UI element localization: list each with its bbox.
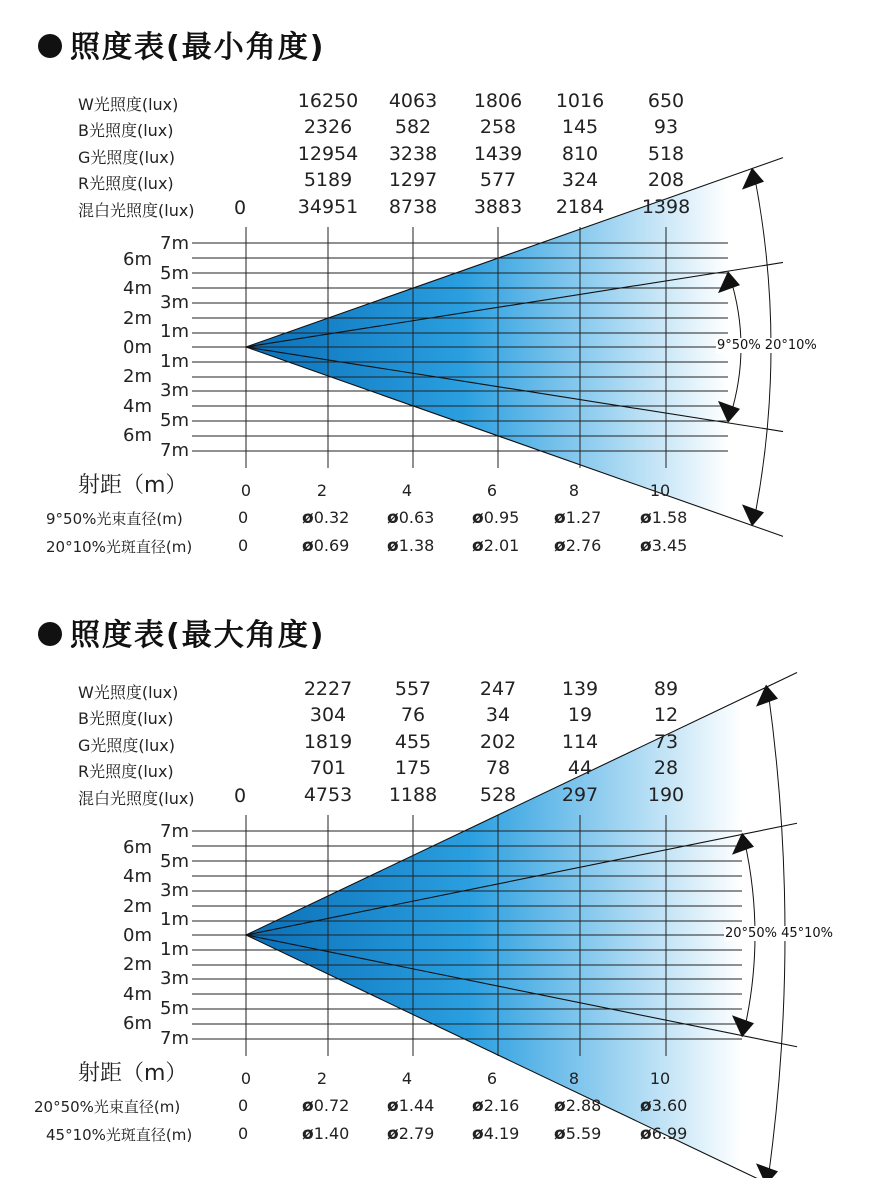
distance-tick: 8 xyxy=(568,1069,580,1088)
range-label: 射距（m） xyxy=(78,1061,188,1086)
diameter-value xyxy=(302,1096,349,1116)
diameter-symbol-icon: ø xyxy=(554,1124,566,1144)
lateral-mark-right: 3m xyxy=(160,880,189,901)
row-zero: 0 xyxy=(234,785,247,807)
row-label: 混白光照度(lux) xyxy=(78,201,195,220)
distance-tick: 10 xyxy=(649,481,671,500)
beam-row-label: 9°50%光束直径(m) xyxy=(46,510,183,528)
illuminance-value: 2326 xyxy=(303,116,353,138)
beam-zero: 0 xyxy=(238,1124,249,1143)
diameter-number: 6.99 xyxy=(651,1124,688,1143)
lateral-mark-right: 5m xyxy=(160,263,189,284)
diameter-symbol-icon: ø xyxy=(472,508,484,528)
illuminance-value: 5189 xyxy=(303,169,353,191)
lateral-mark-left: 6m xyxy=(123,425,152,446)
illuminance-value: 34 xyxy=(485,704,511,726)
illuminance-value: 1398 xyxy=(641,196,691,218)
diameter-number: 1.38 xyxy=(398,536,435,555)
diameter-symbol-icon: ø xyxy=(302,508,314,528)
diameter-symbol-icon: ø xyxy=(387,536,399,556)
illuminance-value: 247 xyxy=(479,678,517,700)
illuminance-value: 518 xyxy=(647,143,685,165)
distance-tick: 6 xyxy=(486,481,498,500)
diameter-symbol-icon: ø xyxy=(387,508,399,528)
lateral-mark-right: 5m xyxy=(160,410,189,431)
lateral-mark-right: 7m xyxy=(160,821,189,842)
diameter-number: 3.45 xyxy=(651,536,688,555)
illuminance-value: 528 xyxy=(479,784,517,806)
lateral-mark-left: 4m xyxy=(123,396,152,417)
arrow-down-icon xyxy=(756,1163,778,1178)
section-title-text: 照度表(最大角度) xyxy=(70,618,326,653)
diameter-number: 0.63 xyxy=(398,508,435,527)
lateral-mark-left: 0m xyxy=(123,925,152,946)
illuminance-value: 145 xyxy=(561,116,599,138)
illuminance-value: 557 xyxy=(394,678,432,700)
row-label: W光照度(lux) xyxy=(78,683,179,702)
lateral-mark-left: 2m xyxy=(123,308,152,329)
illuminance-value: 1188 xyxy=(388,784,438,806)
lateral-mark-right: 5m xyxy=(160,998,189,1019)
illuminance-value: 2184 xyxy=(555,196,605,218)
illuminance-value: 304 xyxy=(309,704,347,726)
distance-tick: 10 xyxy=(649,1069,671,1088)
illuminance-value: 582 xyxy=(394,116,432,138)
illuminance-value: 701 xyxy=(309,757,347,779)
diameter-number: 4.19 xyxy=(483,1124,520,1143)
illuminance-value: 650 xyxy=(647,90,685,112)
diameter-value xyxy=(640,1124,687,1144)
illuminance-section-max-angle xyxy=(0,588,876,1178)
diameter-value xyxy=(387,1124,434,1144)
diameter-value xyxy=(472,1096,519,1116)
distance-tick: 4 xyxy=(401,481,413,500)
diameter-number: 0.95 xyxy=(483,508,520,527)
diameter-number: 0.69 xyxy=(313,536,350,555)
diameter-number: 2.88 xyxy=(565,1096,602,1115)
row-zero: 0 xyxy=(234,197,247,219)
illuminance-value: 258 xyxy=(479,116,517,138)
illuminance-value: 2227 xyxy=(303,678,353,700)
beam-angle-label: 20°50% 45°10% xyxy=(725,926,834,941)
lateral-mark-right: 1m xyxy=(160,321,189,342)
illuminance-value: 4063 xyxy=(388,90,438,112)
diameter-symbol-icon: ø xyxy=(472,1124,484,1144)
lateral-mark-right: 1m xyxy=(160,351,189,372)
diameter-value xyxy=(302,508,349,528)
illuminance-value: 1297 xyxy=(388,169,438,191)
illuminance-value: 208 xyxy=(647,169,685,191)
illuminance-value: 8738 xyxy=(388,196,438,218)
diameter-value xyxy=(302,536,349,556)
illuminance-value: 3238 xyxy=(388,143,438,165)
lateral-mark-right: 3m xyxy=(160,968,189,989)
diameter-symbol-icon: ø xyxy=(302,1124,314,1144)
illuminance-value: 12954 xyxy=(297,143,359,165)
beam-zero: 0 xyxy=(238,1096,249,1115)
row-label: B光照度(lux) xyxy=(78,709,174,728)
range-label: 射距（m） xyxy=(78,473,188,498)
diameter-value xyxy=(387,536,434,556)
diameter-symbol-icon: ø xyxy=(640,508,652,528)
illuminance-value: 202 xyxy=(479,731,517,753)
lateral-mark-left: 2m xyxy=(123,366,152,387)
diameter-symbol-icon: ø xyxy=(472,536,484,556)
diameter-number: 2.16 xyxy=(483,1096,520,1115)
illuminance-value: 34951 xyxy=(297,196,359,218)
distance-tick: 4 xyxy=(401,1069,413,1088)
diameter-number: 2.79 xyxy=(398,1124,435,1143)
illuminance-value: 16250 xyxy=(297,90,359,112)
section-title-text: 照度表(最小角度) xyxy=(70,30,326,65)
lateral-mark-right: 7m xyxy=(160,1028,189,1049)
lateral-mark-left: 2m xyxy=(123,896,152,917)
illuminance-value: 114 xyxy=(561,731,599,753)
diameter-value xyxy=(640,536,687,556)
lateral-mark-right: 7m xyxy=(160,233,189,254)
distance-tick: 0 xyxy=(240,481,252,500)
beam-zero: 0 xyxy=(238,536,249,555)
row-label: G光照度(lux) xyxy=(78,736,175,755)
lateral-mark-left: 4m xyxy=(123,278,152,299)
beam-row-label: 20°50%光束直径(m) xyxy=(34,1098,181,1116)
diameter-value xyxy=(472,536,519,556)
diameter-value xyxy=(554,508,601,528)
diameter-number: 2.01 xyxy=(483,536,520,555)
diameter-symbol-icon: ø xyxy=(302,1096,314,1116)
diameter-symbol-icon: ø xyxy=(554,508,566,528)
row-label: R光照度(lux) xyxy=(78,174,174,193)
illuminance-value: 1439 xyxy=(473,143,523,165)
illuminance-value: 175 xyxy=(394,757,432,779)
diameter-number: 1.27 xyxy=(565,508,602,527)
diameter-number: 0.72 xyxy=(313,1096,350,1115)
beam-row-label: 20°10%光斑直径(m) xyxy=(46,538,193,556)
diameter-symbol-icon: ø xyxy=(472,1096,484,1116)
diameter-value xyxy=(387,1096,434,1116)
diameter-value xyxy=(387,508,434,528)
diameter-symbol-icon: ø xyxy=(640,1096,652,1116)
distance-tick: 2 xyxy=(316,481,328,500)
illuminance-value: 28 xyxy=(653,757,679,779)
diameter-symbol-icon: ø xyxy=(554,1096,566,1116)
diameter-symbol-icon: ø xyxy=(302,536,314,556)
illuminance-value: 1806 xyxy=(473,90,523,112)
diameter-number: 1.58 xyxy=(651,508,688,527)
illuminance-value: 139 xyxy=(561,678,599,700)
lateral-mark-left: 2m xyxy=(123,954,152,975)
distance-tick: 0 xyxy=(240,1069,252,1088)
illuminance-value: 4753 xyxy=(303,784,353,806)
lateral-mark-left: 0m xyxy=(123,337,152,358)
diameter-value xyxy=(640,1096,687,1116)
distance-tick: 6 xyxy=(486,1069,498,1088)
diameter-symbol-icon: ø xyxy=(387,1124,399,1144)
diameter-value xyxy=(554,1124,601,1144)
illuminance-value: 44 xyxy=(567,757,593,779)
lateral-mark-left: 6m xyxy=(123,1013,152,1034)
illuminance-value: 810 xyxy=(561,143,599,165)
illuminance-value: 76 xyxy=(400,704,426,726)
diameter-value xyxy=(472,1124,519,1144)
illuminance-value: 190 xyxy=(647,784,685,806)
row-label: 混白光照度(lux) xyxy=(78,789,195,808)
illuminance-value: 93 xyxy=(653,116,679,138)
diameter-number: 0.32 xyxy=(313,508,350,527)
diameter-number: 2.76 xyxy=(565,536,602,555)
diameter-symbol-icon: ø xyxy=(640,536,652,556)
lateral-mark-right: 1m xyxy=(160,909,189,930)
row-label: G光照度(lux) xyxy=(78,148,175,167)
lateral-mark-left: 6m xyxy=(123,837,152,858)
row-label: W光照度(lux) xyxy=(78,95,179,114)
illuminance-value: 1016 xyxy=(555,90,605,112)
illuminance-value: 324 xyxy=(561,169,599,191)
diameter-value xyxy=(472,508,519,528)
beam-row-label: 45°10%光斑直径(m) xyxy=(46,1126,193,1144)
illuminance-value: 297 xyxy=(561,784,599,806)
diameter-value xyxy=(554,1096,601,1116)
illuminance-value: 577 xyxy=(479,169,517,191)
illuminance-value: 1819 xyxy=(303,731,353,753)
lateral-mark-left: 6m xyxy=(123,249,152,270)
row-label: R光照度(lux) xyxy=(78,762,174,781)
lateral-mark-right: 5m xyxy=(160,851,189,872)
illuminance-value: 19 xyxy=(567,704,593,726)
lateral-mark-left: 4m xyxy=(123,984,152,1005)
distance-tick: 8 xyxy=(568,481,580,500)
diameter-value xyxy=(554,536,601,556)
beam-angle-label: 9°50% 20°10% xyxy=(717,338,817,353)
diameter-value xyxy=(640,508,687,528)
illuminance-value: 73 xyxy=(653,731,679,753)
diameter-symbol-icon: ø xyxy=(387,1096,399,1116)
diameter-number: 3.60 xyxy=(651,1096,688,1115)
diameter-number: 1.40 xyxy=(313,1124,350,1143)
lateral-mark-right: 7m xyxy=(160,440,189,461)
distance-tick: 2 xyxy=(316,1069,328,1088)
beam-zero: 0 xyxy=(238,508,249,527)
diameter-value xyxy=(302,1124,349,1144)
lateral-mark-left: 4m xyxy=(123,866,152,887)
row-label: B光照度(lux) xyxy=(78,121,174,140)
diameter-number: 5.59 xyxy=(565,1124,602,1143)
illuminance-value: 3883 xyxy=(473,196,523,218)
diameter-number: 1.44 xyxy=(398,1096,435,1115)
lateral-mark-right: 3m xyxy=(160,380,189,401)
diameter-symbol-icon: ø xyxy=(640,1124,652,1144)
lateral-mark-right: 3m xyxy=(160,292,189,313)
arrow-up-icon xyxy=(756,685,778,707)
illuminance-value: 78 xyxy=(485,757,511,779)
diameter-symbol-icon: ø xyxy=(554,536,566,556)
illuminance-value: 455 xyxy=(394,731,432,753)
illuminance-value: 89 xyxy=(653,678,679,700)
illuminance-value: 12 xyxy=(653,704,679,726)
lateral-mark-right: 1m xyxy=(160,939,189,960)
